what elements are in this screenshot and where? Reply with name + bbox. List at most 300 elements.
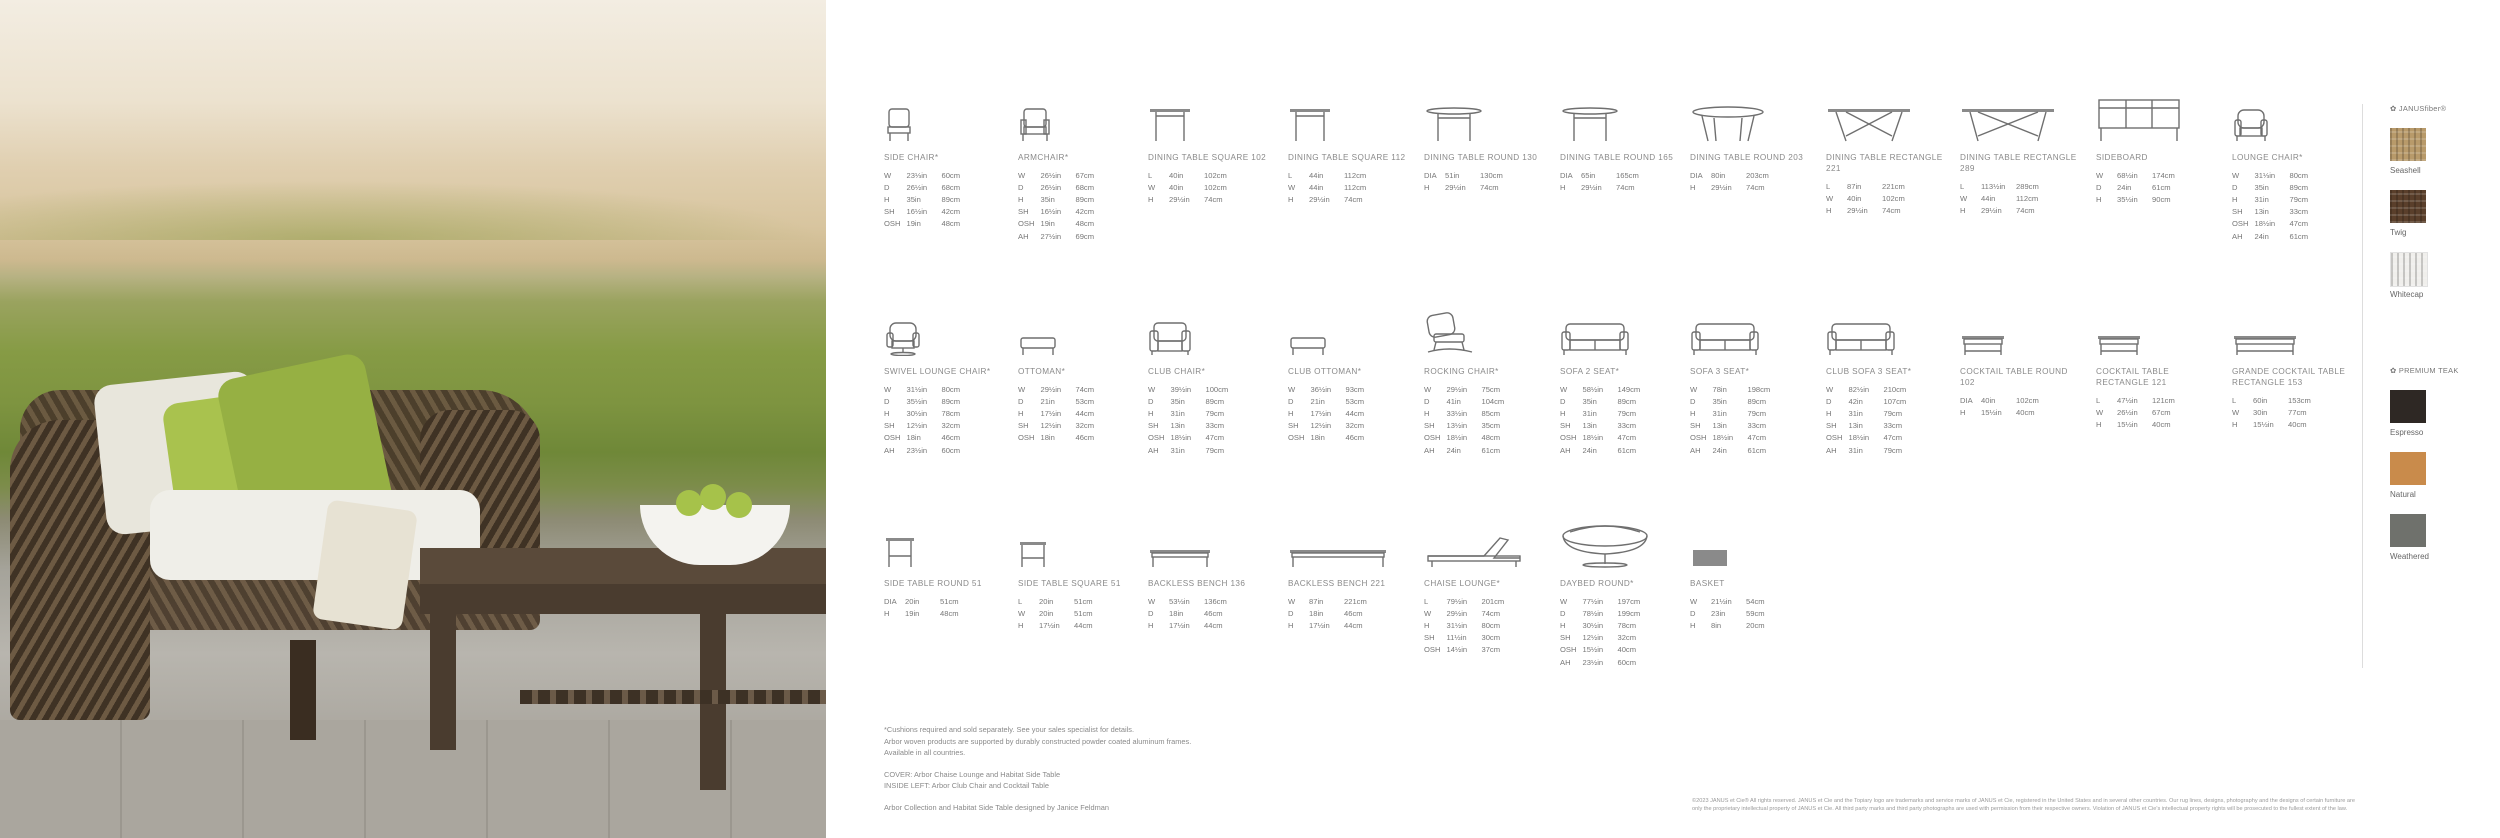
finish-swatch-weathered [2390, 514, 2426, 547]
dimension-row [1018, 432, 1110, 444]
dimension-row [1288, 395, 1380, 407]
dimension-row [1018, 420, 1110, 432]
dimension-inches: 35in [2254, 182, 2269, 192]
dimension-key: D [1148, 396, 1154, 406]
dimension-inches: 13in [2254, 207, 2269, 217]
dimension-key: W [2096, 170, 2104, 180]
product-swivel-lounge-chair [884, 318, 1009, 456]
dimension-inches: 40in [1169, 182, 1184, 192]
finish-divider [2362, 104, 2363, 668]
product-cocktail-table-round-102 [1960, 318, 2085, 418]
dimension-cm: 74cm [1075, 384, 1095, 394]
dimension-row [2232, 230, 2324, 242]
dimension-inches: 19in [1040, 219, 1055, 229]
dimension-inches: 13in [1848, 421, 1863, 431]
dimension-cm: 51cm [1074, 596, 1093, 606]
dimension-table [1960, 394, 2051, 418]
product-side-table-square-51 [1018, 530, 1143, 632]
dimension-key: D [2232, 182, 2238, 192]
product-armchair [1018, 104, 1143, 242]
hillside [0, 180, 826, 240]
dimension-row [1560, 169, 1651, 181]
dimension-row [1288, 607, 1379, 619]
product-lounge-chair [2232, 104, 2357, 242]
dimension-cm: 102cm [1204, 170, 1227, 180]
dimension-cm: 74cm [1746, 182, 1765, 192]
dimension-inches: 87in [1847, 181, 1862, 191]
dimension-key: H [1560, 182, 1566, 192]
dimension-inches: 11½in [1446, 633, 1467, 643]
dimension-row [884, 395, 976, 407]
dimension-key: W [2096, 407, 2104, 417]
product-name: SOFA 3 SEAT* [1690, 367, 1750, 376]
product-side-chair [884, 104, 1009, 230]
dimension-cm: 198cm [1747, 384, 1771, 394]
dimension-key: L [1826, 181, 1831, 191]
apple [700, 484, 726, 510]
dimension-row [1424, 420, 1516, 432]
product-name: BACKLESS BENCH 136 [1148, 579, 1246, 588]
dimension-inches: 29½in [1445, 182, 1466, 192]
dimension-row [1148, 444, 1240, 456]
dimension-key: H [1424, 408, 1430, 418]
dimension-cm: 78cm [1617, 620, 1637, 630]
dimension-inches: 20in [1039, 608, 1054, 618]
dimension-key: SH [1288, 421, 1299, 431]
dimension-table [1560, 169, 1651, 193]
dimension-inches: 30½in [906, 408, 928, 418]
dimension-cm: 51cm [1074, 608, 1093, 618]
product-name: SIDEBOARD [2096, 153, 2148, 162]
dimension-cm: 33cm [1617, 421, 1637, 431]
dimension-row [884, 193, 976, 205]
dimension-key: W [1288, 384, 1296, 394]
dimension-row [1288, 383, 1380, 395]
dimension-key: W [1690, 384, 1698, 394]
dimension-key: H [1018, 408, 1024, 418]
dimension-inches: 31in [1848, 445, 1863, 455]
dimension-cm: 61cm [2152, 182, 2171, 192]
dimension-row [1018, 407, 1110, 419]
finish-label: Espresso [2390, 428, 2424, 437]
dimension-inches: 26½in [906, 182, 928, 192]
dimension-key: H [1148, 620, 1154, 630]
dimension-row [1690, 607, 1781, 619]
dimension-cm: 32cm [1345, 421, 1365, 431]
dimension-key: W [1018, 384, 1026, 394]
dimension-cm: 53cm [1345, 396, 1365, 406]
bench-long-icon [1288, 530, 1413, 568]
dimension-key: OSH [1424, 433, 1441, 443]
dimension-row [884, 181, 976, 193]
sofa-icon [1560, 318, 1685, 356]
dimension-inches: 18½in [1582, 433, 1604, 443]
dimension-cm: 79cm [1883, 445, 1903, 455]
dimension-cm: 61cm [1617, 445, 1637, 455]
dimension-inches: 31in [1170, 445, 1185, 455]
dimension-row [1826, 192, 1917, 204]
dimension-inches: 13in [1712, 421, 1727, 431]
dimension-row [1288, 432, 1380, 444]
dimension-cm: 203cm [1746, 170, 1769, 180]
dimension-key: OSH [884, 219, 901, 229]
rectangle-table-long-icon [1960, 104, 2085, 142]
dimension-cm: 48cm [1481, 433, 1501, 443]
dimension-inches: 41in [1446, 396, 1461, 406]
dimension-row [1424, 632, 1516, 644]
dimension-cm: 44cm [1344, 620, 1363, 630]
dimension-row [1018, 607, 1109, 619]
dimension-key: OSH [1148, 433, 1165, 443]
product-name: SWIVEL LOUNGE CHAIR* [884, 367, 991, 376]
dimension-key: W [1560, 596, 1568, 606]
dimension-inches: 44in [1309, 182, 1324, 192]
dimension-inches: 77½in [1582, 596, 1604, 606]
dimension-cm: 59cm [1746, 608, 1765, 618]
dimension-row [1424, 607, 1516, 619]
product-dining-table-square-112 [1288, 104, 1413, 206]
dimension-cm: 46cm [1204, 608, 1223, 618]
product-name: BASKET [1690, 579, 1725, 588]
dimension-cm: 42cm [1075, 207, 1095, 217]
dimension-cm: 79cm [1747, 408, 1767, 418]
dimension-inches: 78in [1712, 384, 1727, 394]
note-designer: Arbor Collection and Habitat Side Table designed by Janice Feldman [884, 802, 1110, 812]
dimension-row [2232, 206, 2324, 218]
dimension-row [884, 595, 975, 607]
dimension-cm: 42cm [941, 207, 961, 217]
dimension-row [1148, 407, 1240, 419]
dimension-inches: 113½in [1981, 181, 2006, 191]
dimension-row [884, 218, 976, 230]
dining-table-icon [1288, 104, 1413, 142]
dimension-key: SH [1148, 421, 1159, 431]
dimension-key: AH [1690, 445, 1701, 455]
dimension-cm: 67cm [1075, 170, 1095, 180]
dimension-key: AH [1560, 445, 1571, 455]
dimension-cm: 68cm [941, 182, 961, 192]
dimension-cm: 89cm [1075, 194, 1095, 204]
dimension-cm: 74cm [1344, 194, 1363, 204]
dimension-key: H [2096, 419, 2102, 429]
product-sofa-3-seat [1690, 318, 1815, 456]
product-dining-table-rectangle-289 [1960, 104, 2085, 217]
dimension-key: SH [1018, 207, 1029, 217]
bench-icon [1148, 530, 1273, 568]
dimension-key: AH [884, 445, 895, 455]
dimension-row [1288, 595, 1379, 607]
dimension-key: H [1560, 620, 1566, 630]
dimension-cm: 44cm [1075, 408, 1095, 418]
dimension-row [1288, 169, 1379, 181]
dimension-row [1960, 192, 2051, 204]
dimension-key: DIA [1424, 170, 1437, 180]
topiary-logo-icon: ✿ [2390, 104, 2397, 113]
product-dining-table-square-102 [1148, 104, 1273, 206]
dimension-key: L [1424, 596, 1429, 606]
dimension-cm: 89cm [941, 194, 961, 204]
dimension-row [1148, 432, 1240, 444]
dimension-inches: 80in [1711, 170, 1726, 180]
dimension-inches: 53½in [1169, 596, 1190, 606]
basket-icon [1690, 530, 1815, 568]
dimension-cm: 47cm [1747, 433, 1767, 443]
dimension-row [1960, 180, 2051, 192]
dimension-inches: 29½in [1581, 182, 1602, 192]
dimension-cm: 53cm [1075, 396, 1095, 406]
dimension-inches: 87in [1309, 596, 1324, 606]
dimension-inches: 29½in [1847, 205, 1868, 215]
dimension-inches: 35½in [2117, 194, 2138, 204]
product-dining-table-round-165 [1560, 104, 1685, 193]
dimension-cm: 74cm [2016, 205, 2035, 215]
finish-group-title: JANUSfiber® [2398, 104, 2447, 113]
dimension-inches: 21½in [1711, 596, 1732, 606]
product-cocktail-table-rectangle-121 [2096, 318, 2221, 431]
dimension-key: W [1288, 596, 1296, 606]
lifestyle-photo [0, 0, 826, 838]
product-name: DINING TABLE RECTANGLE 221 [1826, 153, 1943, 173]
dimension-cm: 40cm [1617, 645, 1637, 655]
cocktail-table-shelf [520, 690, 826, 704]
product-name: OTTOMAN* [1018, 367, 1066, 376]
dimension-cm: 89cm [941, 396, 961, 406]
note-inside-left: INSIDE LEFT: Arbor Club Chair and Cocktail Table [884, 781, 1049, 790]
dimension-table [1560, 595, 1652, 668]
dimension-key: D [1148, 608, 1154, 618]
dimension-row [1424, 181, 1515, 193]
dimension-cm: 33cm [1205, 421, 1225, 431]
dimension-cm: 102cm [1882, 193, 1905, 203]
dimension-key: AH [1826, 445, 1837, 455]
dimension-row [1424, 644, 1516, 656]
dimension-row [1560, 607, 1652, 619]
dimension-table [884, 383, 976, 456]
dimension-inches: 29½in [1711, 182, 1732, 192]
dimension-row [1690, 395, 1782, 407]
note-availability: Available in all countries. [884, 748, 966, 757]
dimension-inches: 27½in [1040, 231, 1062, 241]
finish-swatch-whitecap [2390, 252, 2428, 287]
dimension-cm: 60cm [1617, 657, 1637, 667]
dimension-key: D [1690, 608, 1696, 618]
dimension-inches: 12½in [1582, 633, 1604, 643]
dimension-key: H [1960, 407, 1966, 417]
side-chair-icon [884, 104, 1009, 142]
lounge-chair-icon [2232, 104, 2357, 142]
dimension-key: SH [884, 421, 895, 431]
round-table-large-icon [1690, 104, 1815, 142]
rectangle-table-icon [1826, 104, 1951, 142]
dimension-key: H [1148, 194, 1154, 204]
dimension-row [1960, 394, 2051, 406]
dimension-inches: 35½in [906, 396, 928, 406]
dimension-key: OSH [1560, 645, 1577, 655]
dimension-inches: 17½in [1309, 620, 1330, 630]
copyright-line-2: only the proprietary intellectual property of JANUS et Cie. All third party marks and third party photographs are used with permission from their respective owners. Violation of JANUS et Cie's intellectual property rights will be prosecuted to the fullest extent of the law. [1692, 806, 2348, 812]
dimension-inches: 12½in [1310, 421, 1332, 431]
dimension-row [1826, 407, 1918, 419]
dimension-key: AH [2232, 231, 2243, 241]
dimension-inches: 23in [1711, 608, 1726, 618]
product-side-table-round-51 [884, 530, 1009, 619]
dimension-key: OSH [1288, 433, 1305, 443]
dimension-row [1148, 193, 1239, 205]
dimension-row [2232, 193, 2324, 205]
dimension-row [2232, 394, 2323, 406]
dimension-inches: 58½in [1582, 384, 1604, 394]
dimension-cm: 61cm [1747, 445, 1767, 455]
dimension-row [1560, 656, 1652, 668]
finish-swatch-twig [2390, 190, 2426, 223]
dimension-cm: 102cm [2016, 395, 2039, 405]
dimension-inches: 47½in [2117, 395, 2138, 405]
dimension-inches: 40in [1847, 193, 1862, 203]
dimension-table [1148, 595, 1239, 632]
dimension-cm: 93cm [1345, 384, 1365, 394]
dimension-cm: 112cm [1344, 182, 1367, 192]
dimension-row [1690, 181, 1781, 193]
dimension-row [1288, 407, 1380, 419]
dimension-row [1424, 619, 1516, 631]
dimension-key: H [2232, 194, 2238, 204]
dimension-key: D [1288, 608, 1294, 618]
dimension-row [1826, 383, 1918, 395]
product-club-sofa-3-seat [1826, 318, 1951, 456]
dimension-row [884, 383, 976, 395]
dimension-key: H [1690, 620, 1696, 630]
dimension-cm: 40cm [2016, 407, 2035, 417]
product-name: DINING TABLE SQUARE 112 [1288, 153, 1406, 162]
product-dining-table-round-130 [1424, 104, 1549, 193]
dimension-cm: 75cm [1481, 384, 1501, 394]
dimension-row [884, 432, 976, 444]
dimension-inches: 19in [906, 219, 921, 229]
dimension-row [1288, 193, 1379, 205]
throw-blanket [312, 499, 418, 630]
dimension-cm: 197cm [1617, 596, 1641, 606]
finish-swatch-seashell [2390, 128, 2426, 161]
product-daybed-round [1560, 530, 1685, 668]
dimension-cm: 79cm [1883, 408, 1903, 418]
product-sideboard [2096, 104, 2221, 206]
dimension-row [1960, 204, 2051, 216]
dimension-row [1018, 230, 1110, 242]
dimension-inches: 20in [905, 596, 920, 606]
dimension-cm: 60cm [941, 445, 961, 455]
cocktail-table-leg [430, 600, 456, 750]
dimension-cm: 47cm [2289, 219, 2309, 229]
dimension-inches: 29½in [1446, 384, 1468, 394]
dimension-key: OSH [1018, 219, 1035, 229]
dimension-key: H [1148, 408, 1154, 418]
dimension-key: W [1288, 182, 1296, 192]
dimension-key: SH [1826, 421, 1837, 431]
dimension-inches: 18½in [1848, 433, 1870, 443]
dimension-row [1288, 420, 1380, 432]
dimension-table [1424, 383, 1516, 456]
dimension-inches: 18in [1169, 608, 1184, 618]
dimension-inches: 60in [2253, 395, 2268, 405]
dimension-inches: 24in [1446, 445, 1461, 455]
dimension-key: W [1424, 384, 1432, 394]
dimension-cm: 33cm [1883, 421, 1903, 431]
finish-label: Whitecap [2390, 290, 2424, 299]
dimension-key: W [1148, 596, 1156, 606]
dimension-key: H [884, 608, 890, 618]
product-dining-table-round-203 [1690, 104, 1815, 193]
dimension-inches: 51in [1445, 170, 1460, 180]
product-name: DINING TABLE ROUND 165 [1560, 153, 1674, 162]
dimension-cm: 80cm [2289, 170, 2309, 180]
dimension-row [1690, 407, 1782, 419]
dimension-inches: 79½in [1446, 596, 1468, 606]
dimension-inches: 31½in [1446, 620, 1468, 630]
dimension-table [1018, 595, 1109, 632]
dimension-cm: 79cm [1617, 408, 1637, 418]
dimension-row [1148, 395, 1240, 407]
dimension-key: D [1288, 396, 1294, 406]
dimension-key: SH [1424, 421, 1435, 431]
note-frames: Arbor woven products are supported by durably constructed powder coated aluminum frames. [884, 736, 1192, 746]
dimension-key: D [884, 396, 890, 406]
dimension-table [1288, 595, 1379, 632]
dimension-key: SH [1560, 421, 1571, 431]
dimension-row [1560, 632, 1652, 644]
dimension-row [1690, 420, 1782, 432]
dimension-row [1424, 407, 1516, 419]
dimension-table [2232, 394, 2323, 431]
dimension-cm: 89cm [1617, 396, 1637, 406]
dimension-cm: 47cm [1883, 433, 1903, 443]
dimension-inches: 17½in [1039, 620, 1060, 630]
dimension-key: OSH [1018, 433, 1035, 443]
dimension-row [1960, 406, 2051, 418]
dimension-row [1826, 180, 1917, 192]
dimension-key: H [1560, 408, 1566, 418]
dimension-cm: 85cm [1481, 408, 1501, 418]
dimension-row [2232, 218, 2324, 230]
chair-leg [290, 640, 316, 740]
ottoman-icon [1288, 318, 1413, 356]
dimension-key: W [1018, 608, 1026, 618]
finish-label: Seashell [2390, 166, 2421, 175]
dimension-key: SH [1018, 421, 1029, 431]
dimension-cm: 61cm [1481, 445, 1501, 455]
product-dining-table-rectangle-221 [1826, 104, 1951, 217]
dimension-inches: 12½in [1040, 421, 1062, 431]
dimension-key: W [1826, 193, 1834, 203]
dimension-cm: 44cm [1074, 620, 1093, 630]
dimension-cm: 78cm [941, 408, 961, 418]
dimension-inches: 31in [2254, 194, 2269, 204]
dimension-row [1560, 420, 1652, 432]
dimension-cm: 149cm [1617, 384, 1641, 394]
dimension-key: L [1960, 181, 1965, 191]
topiary-logo-icon: ✿ [2390, 366, 2397, 375]
product-backless-bench-221 [1288, 530, 1413, 632]
finish-swatch-natural [2390, 452, 2426, 485]
product-name: DINING TABLE RECTANGLE 289 [1960, 153, 2077, 173]
dimension-row [1018, 206, 1110, 218]
dimension-row [2096, 193, 2187, 205]
daybed-icon [1560, 530, 1685, 568]
dimension-row [2232, 406, 2323, 418]
dimension-cm: 47cm [1205, 433, 1225, 443]
dimension-inches: 18in [1309, 608, 1324, 618]
dimension-cm: 37cm [1481, 645, 1501, 655]
dimension-row [1560, 644, 1652, 656]
